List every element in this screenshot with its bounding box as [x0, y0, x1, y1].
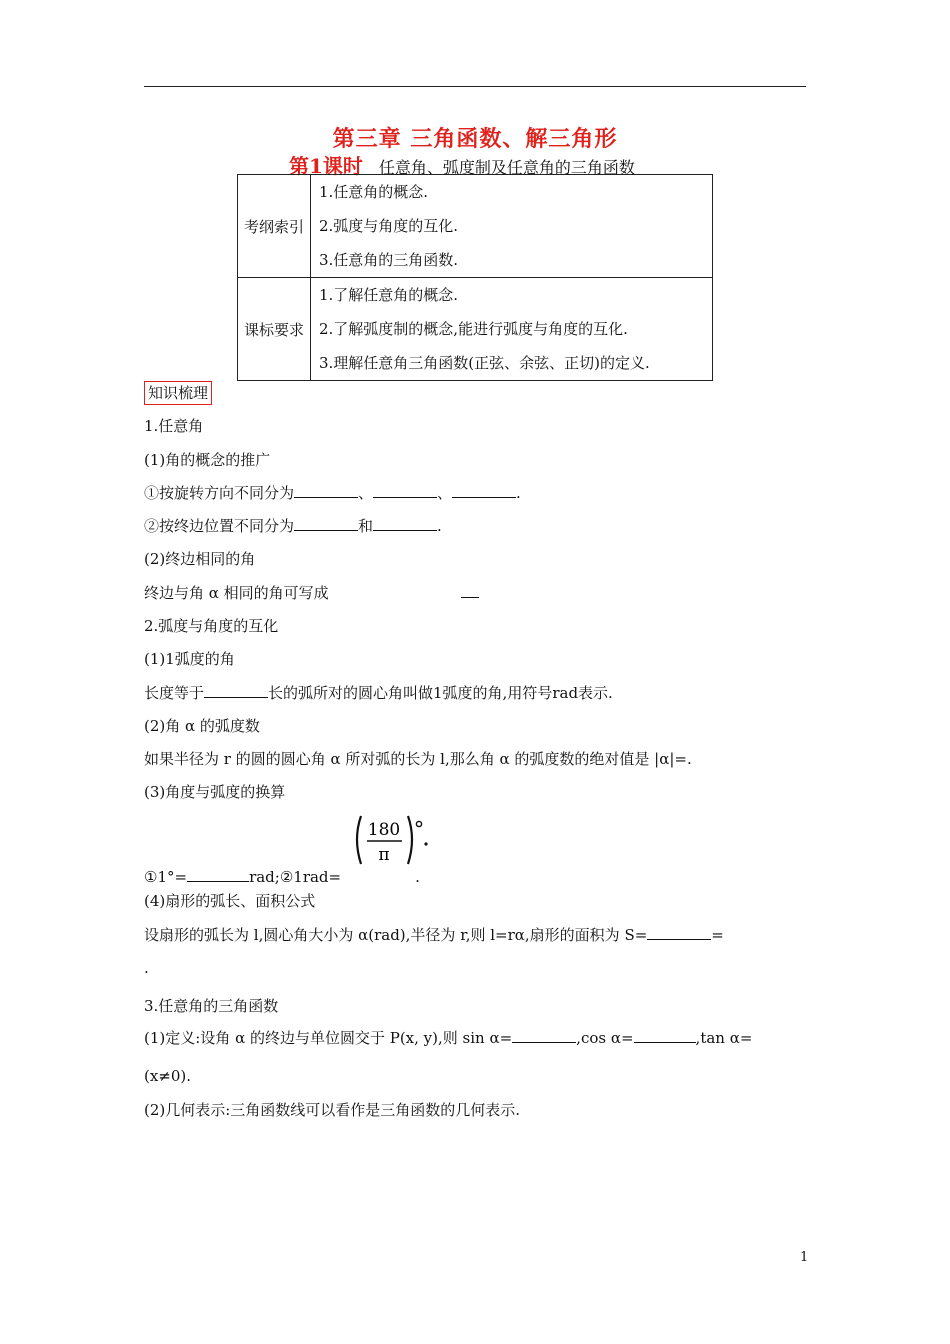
text-line: ②按终边位置不同分为 和 .	[144, 517, 442, 535]
table-item: 2.了解弧度制的概念,能进行弧度与角度的互化.	[319, 320, 628, 338]
table-item: 3.任意角的三角函数.	[319, 251, 459, 269]
fill-blank[interactable]	[294, 516, 358, 531]
text-line: (1)定义:设角 α 的终边与单位圆交于 P(x, y),则 sin α= ,cos α= ,tan α=	[144, 1029, 753, 1047]
section-heading: 2.弧度与角度的互化	[144, 617, 279, 635]
fill-blank[interactable]	[461, 583, 479, 598]
fill-blank[interactable]	[452, 483, 516, 498]
section-heading: 3.任意角的三角函数	[144, 997, 279, 1015]
subheading: (1)1弧度的角	[144, 650, 235, 668]
text-line: (2)几何表示:三角函数线可以看作是三角函数的几何表示.	[144, 1101, 521, 1119]
fill-blank[interactable]	[373, 516, 437, 531]
table-item: 3.理解任意角三角函数(正弦、余弦、正切)的定义.	[319, 354, 650, 372]
text-line: ①1°= rad;②1rad= .	[144, 868, 420, 886]
table-item: 1.任意角的概念.	[319, 183, 429, 201]
fraction-180-over-pi	[354, 812, 444, 872]
fill-blank[interactable]	[187, 867, 249, 882]
fill-blank[interactable]	[512, 1028, 576, 1043]
text-line: .	[144, 959, 149, 977]
fraction-denominator: π	[378, 845, 390, 865]
row-head: 课标要求	[238, 278, 311, 381]
chapter-title: 第三章 三角函数、解三角形	[332, 126, 618, 152]
fill-blank[interactable]	[204, 683, 268, 698]
text-line: ①按旋转方向不同分为 、 、 .	[144, 484, 521, 502]
subheading: (4)扇形的弧长、面积公式	[144, 892, 316, 910]
table-row	[238, 175, 713, 278]
fill-blank[interactable]	[634, 1028, 696, 1043]
section-heading: 1.任意角	[144, 417, 204, 435]
page-number: 1	[800, 1250, 809, 1265]
text-line: 长度等于 长的弧所对的圆心角叫做1弧度的角,用符号rad表示.	[144, 684, 613, 702]
subheading: (2)角 α 的弧度数	[144, 717, 260, 735]
subheading: (3)角度与弧度的换算	[144, 783, 286, 801]
requirements-table	[237, 174, 713, 381]
header-rule	[144, 86, 806, 87]
row-head: 考纲索引	[238, 175, 311, 278]
lesson-title: 任意角、弧度制及任意角的三角函数	[378, 158, 635, 177]
text-line: (x≠0).	[144, 1067, 192, 1085]
table-item: 1.了解任意角的概念.	[319, 286, 459, 304]
fill-blank[interactable]	[373, 483, 437, 498]
table-item: 2.弧度与角度的互化.	[319, 217, 459, 235]
text-line: 如果半径为 r 的圆的圆心角 α 所对弧的长为 l,那么角 α 的弧度数的绝对值是 |α|=.	[144, 750, 692, 768]
lesson-number: 第1课时	[289, 154, 363, 178]
text-line: 设扇形的弧长为 l,圆心角大小为 α(rad),半径为 r,则 l=rα,扇形的面积为 S= =	[144, 926, 724, 944]
subheading: (1)角的概念的推广	[144, 451, 271, 469]
fraction-numerator: 180	[367, 820, 401, 840]
fill-blank[interactable]	[294, 483, 358, 498]
text-line: 终边与角 α 相同的角可写成	[144, 583, 479, 603]
section-tag: 知识梳理	[144, 381, 212, 405]
table-row	[238, 278, 713, 381]
fill-blank[interactable]	[647, 925, 711, 940]
subheading: (2)终边相同的角	[144, 550, 256, 568]
